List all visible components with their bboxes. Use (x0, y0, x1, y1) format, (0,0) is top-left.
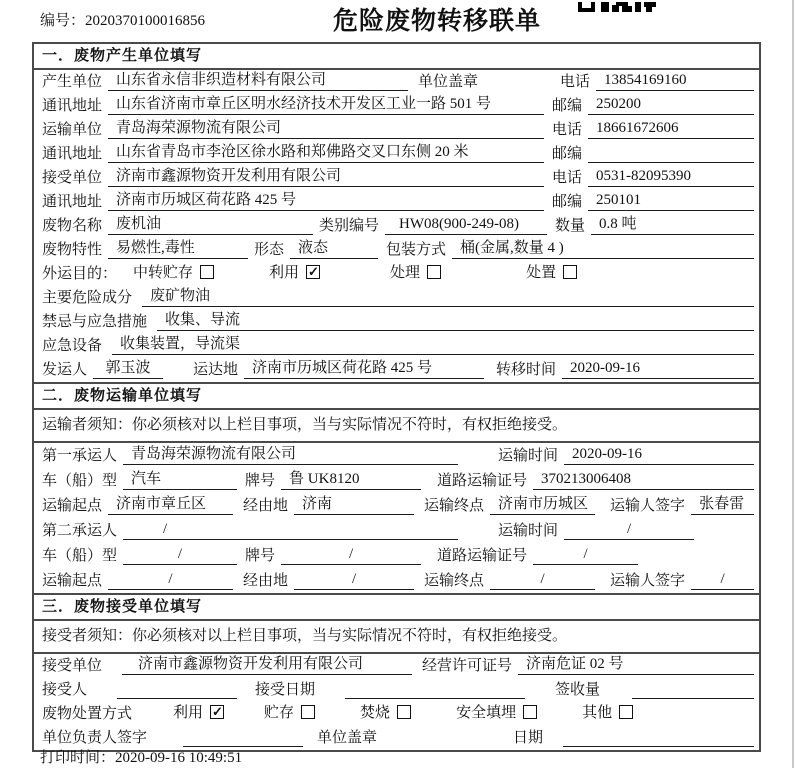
field-label: 经由地 (243, 573, 289, 589)
form-row (34, 310, 759, 334)
field-value: 废矿物油 (142, 284, 754, 307)
field-value: 0531-82095390 (588, 168, 754, 187)
form-row (34, 262, 759, 286)
field-value: 济南市鑫源物资开发利用有限公司 (122, 652, 412, 675)
checkbox-unchecked (301, 705, 315, 719)
qr-code-fragment (578, 0, 656, 18)
field-value: 2020-09-16 (562, 360, 754, 379)
page-edge-line (792, 0, 794, 768)
field-label: 车（船）型 (42, 548, 118, 564)
checkbox-label: 安全填埋 (456, 705, 517, 721)
checkbox-label: 贮存 (264, 705, 295, 721)
form-row (34, 702, 759, 726)
field-label: 运输终点 (424, 498, 485, 514)
field-value: 汽车 (123, 467, 237, 490)
checkbox-label: 焚烧 (360, 705, 391, 721)
form-row (34, 468, 759, 493)
form-row (34, 118, 759, 142)
field-label: 运输时间 (498, 523, 559, 539)
field-label: 电话 (552, 170, 583, 186)
section-header: 一．废物产生单位填写 (34, 44, 759, 70)
form-row (34, 678, 759, 702)
field-label: 类别编号 (319, 218, 380, 234)
field-value: 易燃性,毒性 (108, 236, 248, 259)
form-row (34, 654, 759, 678)
field-label: 日期 (513, 730, 544, 746)
checkbox-label: 利用 (269, 265, 300, 281)
field-label: 接受单位 (42, 658, 103, 674)
field-label: 运达地 (193, 362, 239, 378)
field-label: 道路运输证号 (437, 548, 528, 564)
field-label: 废物处置方式 (42, 706, 133, 722)
field-value: / (691, 571, 754, 590)
checkbox-unchecked (427, 265, 441, 279)
field-label: 废物特性 (42, 242, 103, 258)
field-label: 电话 (560, 74, 591, 90)
checkbox-unchecked (523, 705, 537, 719)
field-value: 18661672606 (588, 120, 754, 139)
serial-number: 2020370100016856 (85, 13, 206, 29)
field-value (183, 731, 303, 747)
form-section (34, 44, 759, 382)
field-label: 接受日期 (255, 682, 316, 698)
field-value: 青岛海荣源物流有限公司 (123, 442, 458, 465)
section-header: 二．废物运输单位填写 (34, 384, 759, 410)
field-label: 通讯地址 (42, 194, 103, 210)
field-value: 0.8 吨 (591, 212, 754, 235)
checkbox-field (360, 701, 411, 722)
field-value (117, 683, 237, 699)
field-value: / (533, 546, 638, 565)
form-row (34, 543, 759, 568)
field-value: / (490, 571, 595, 590)
field-value: / (123, 546, 237, 565)
checkbox-field (264, 701, 315, 722)
field-value: / (123, 521, 458, 540)
field-value: 山东省济南市章丘区明水经济技术开发区工业一路 501 号 (108, 92, 544, 115)
field-value: 收集装置，导流渠 (112, 332, 754, 355)
field-label: 废物名称 (42, 218, 103, 234)
checkbox-checked (210, 705, 224, 719)
form-row (34, 94, 759, 118)
form-row (34, 142, 759, 166)
checkbox-label: 其他 (582, 705, 613, 721)
checkbox-unchecked (563, 265, 577, 279)
checkbox-label: 处置 (526, 265, 557, 281)
form-row (34, 493, 759, 518)
checkbox-field (173, 701, 224, 722)
field-label: 形态 (254, 242, 285, 258)
field-value: 张春雷 (691, 492, 754, 515)
field-value (632, 683, 754, 699)
field-label: 运输时间 (498, 448, 559, 464)
form-row (34, 166, 759, 190)
checkbox-label: 中转贮存 (133, 265, 194, 281)
notice-text: 接受者须知：你必须核对以上栏目事项，当与实际情况不符时，有权拒绝接受。 (34, 621, 759, 654)
notice-text: 运输者须知：你必须核对以上栏目事项，当与实际情况不符时，有权拒绝接受。 (34, 410, 759, 443)
field-label: 第一承运人 (42, 448, 118, 464)
field-label: 包装方式 (386, 242, 447, 258)
field-label: 车（船）型 (42, 473, 118, 489)
field-value: 250101 (588, 192, 754, 211)
field-label: 邮编 (552, 98, 583, 114)
field-value: HW08(900-249-08) (385, 216, 547, 235)
field-value: 郭玉波 (93, 356, 163, 379)
field-label: 产生单位 (42, 74, 103, 90)
form-row (34, 214, 759, 238)
field-value: / (108, 571, 233, 590)
field-value: 250200 (588, 96, 754, 115)
field-label: 运输人签字 (610, 498, 686, 514)
form-row (34, 334, 759, 358)
form-row (34, 190, 759, 214)
field-label: 道路运输证号 (437, 473, 528, 489)
checkbox-field (133, 261, 214, 282)
field-label: 应急设备 (42, 338, 103, 354)
field-label: 数量 (555, 218, 586, 234)
field-value: 济南市章丘区 (108, 492, 233, 515)
field-label: 邮编 (552, 146, 583, 162)
field-value: 鲁 UK8120 (281, 467, 421, 490)
field-value: 济南市鑫源物资开发利用有限公司 (108, 164, 544, 187)
manifest-form (32, 42, 761, 752)
form-row (34, 286, 759, 310)
field-value: / (281, 546, 421, 565)
field-value: / (294, 571, 414, 590)
field-label: 邮编 (552, 194, 583, 210)
form-row (34, 568, 759, 593)
field-label: 单位负责人签字 (42, 730, 148, 746)
field-label: 接受人 (42, 682, 88, 698)
field-value (345, 683, 525, 699)
field-value: 废机油 (108, 212, 313, 235)
field-value: 山东省永信非织造材料有限公司 (108, 68, 408, 91)
checkbox-checked (306, 265, 320, 279)
field-value: 济南 (294, 492, 414, 515)
field-label: 转移时间 (496, 362, 557, 378)
field-label: 单位盖章 (317, 730, 378, 746)
field-value: 13854169160 (596, 72, 754, 91)
field-value: 山东省青岛市李沧区徐水路和郑佛路交叉口东侧 20 米 (108, 140, 544, 163)
field-value (588, 147, 754, 163)
field-label: 运输单位 (42, 122, 103, 138)
field-value: 2020-09-16 (564, 446, 754, 465)
checkbox-field (390, 261, 441, 282)
form-section (34, 382, 759, 593)
page-title: 危险废物转移联单 (332, 8, 541, 35)
field-value: 济南市历城区荷花路 425 号 (108, 188, 544, 211)
form-row (34, 70, 759, 94)
field-label: 运输终点 (424, 573, 485, 589)
field-label: 运输起点 (42, 498, 103, 514)
checkbox-unchecked (397, 705, 411, 719)
checkbox-field (582, 701, 633, 722)
field-label: 电话 (552, 122, 583, 138)
field-value: 桶(金属,数量 4 ) (452, 236, 754, 259)
field-label: 牌号 (245, 473, 276, 489)
serial-label: 编号： (40, 13, 86, 29)
field-label: 通讯地址 (42, 146, 103, 162)
field-label: 签收量 (555, 682, 601, 698)
form-row (34, 238, 759, 262)
field-label: 运输人签字 (610, 573, 686, 589)
checkbox-field (456, 701, 537, 722)
field-value (563, 731, 754, 747)
field-label: 通讯地址 (42, 98, 103, 114)
field-label: 主要危险成分 (42, 290, 133, 306)
field-value: 收集、导流 (157, 308, 754, 331)
checkbox-label: 处理 (390, 265, 421, 281)
form-row (34, 518, 759, 543)
field-value: 液态 (290, 236, 378, 259)
field-label: 外运目的： (42, 266, 118, 282)
field-value: / (564, 521, 694, 540)
checkbox-field (526, 261, 577, 282)
field-value: 370213006408 (533, 471, 754, 490)
field-label: 第二承运人 (42, 523, 118, 539)
field-label: 禁忌与应急措施 (42, 314, 148, 330)
checkbox-label: 利用 (173, 705, 204, 721)
section-header: 三．废物接受单位填写 (34, 595, 759, 621)
form-row (34, 358, 759, 382)
checkbox-unchecked (200, 265, 214, 279)
field-label: 牌号 (245, 548, 276, 564)
field-label: 单位盖章 (418, 74, 479, 90)
field-label: 发运人 (42, 362, 88, 378)
field-value: 济南市历城区荷花路 425 号 (244, 356, 484, 379)
field-label: 经由地 (243, 498, 289, 514)
field-label: 经营许可证号 (422, 658, 513, 674)
field-label: 运输起点 (42, 573, 103, 589)
field-label: 接受单位 (42, 170, 103, 186)
field-value: 济南市历城区 (490, 492, 595, 515)
form-section (34, 593, 759, 750)
print-time: 打印时间：2020-09-16 10:49:51 (40, 750, 243, 766)
checkbox-unchecked (619, 705, 633, 719)
checkbox-field (269, 261, 320, 282)
field-value: 济南危证 02 号 (518, 652, 754, 675)
field-value: 青岛海荣源物流有限公司 (108, 116, 544, 139)
form-row (34, 443, 759, 468)
